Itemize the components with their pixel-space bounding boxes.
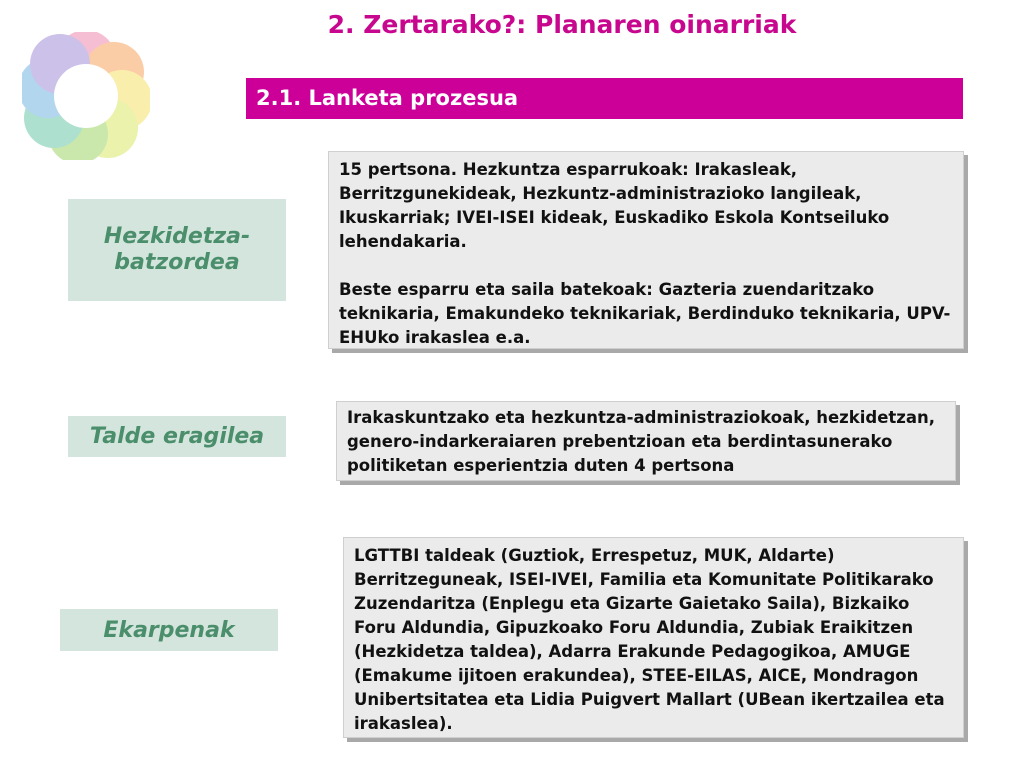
label-text: Talde eragilea: [89, 424, 265, 449]
info-box-hezkidetza-batzordea: [328, 151, 964, 349]
label-ekarpenak: [60, 609, 278, 651]
label-talde-eragilea: [68, 416, 286, 457]
paragraph: Irakaskuntzako eta hezkuntza-administraziokoak, hezkidetzan, genero-indarkeraiaren prebentzioan eta berdintasunerako politiketan esperientzia duten 4 pertsona: [347, 408, 936, 475]
flower-logo-icon: [22, 32, 150, 160]
info-box-ekarpenak: [343, 537, 964, 738]
section-subtitle: 2.1. Lanketa prozesua: [246, 78, 963, 119]
paragraph: LGTTBI taldeak (Guztiok, Errespetuz, MUK, Aldarte) Berritzeguneak, ISEI-IVEI, Familia eta Komunitate Politikarako Zuzendaritza (Enplegu eta Gizarte Gaietako Saila), Bizkaiko Foru Aldundia, Gipuzkoako Foru Aldundia, Zubiak Eraikitzen (Hezkidetza taldea), Adarra Erakunde Pedagogikoa, AMUGE (Emakume ijitoen erakundea), STEE-EILAS, AICE, Mondragon Unibertsitatea eta Lidia Puigvert Mallart (UBean ikertzailea eta irakaslea).: [354, 546, 945, 733]
label-text: Hezkidetza-batzordea: [103, 223, 251, 275]
paragraph: 15 pertsona. Hezkuntza esparrukoak: Irakasleak, Berritzgunekideak, Hezkuntz-administrazioko langileak, Ikuskarriak; IVEI-ISEI kideak, Euskadiko Eskola Kontseiluko lehendakaria.: [339, 160, 890, 251]
info-box-talde-eragilea: [336, 401, 956, 481]
label-hezkidetza-batzordea: [68, 199, 286, 301]
page-title: 2. Zertarako?: Planaren oinarriak: [327, 10, 797, 39]
label-text: Ekarpenak: [103, 617, 235, 643]
paragraph: Beste esparru eta saila batekoak: Gazteria zuendaritzako teknikaria, Emakundeko teknikariak, Berdinduko teknikaria, UPV-EHUko irakaslea e.a.: [339, 280, 951, 347]
